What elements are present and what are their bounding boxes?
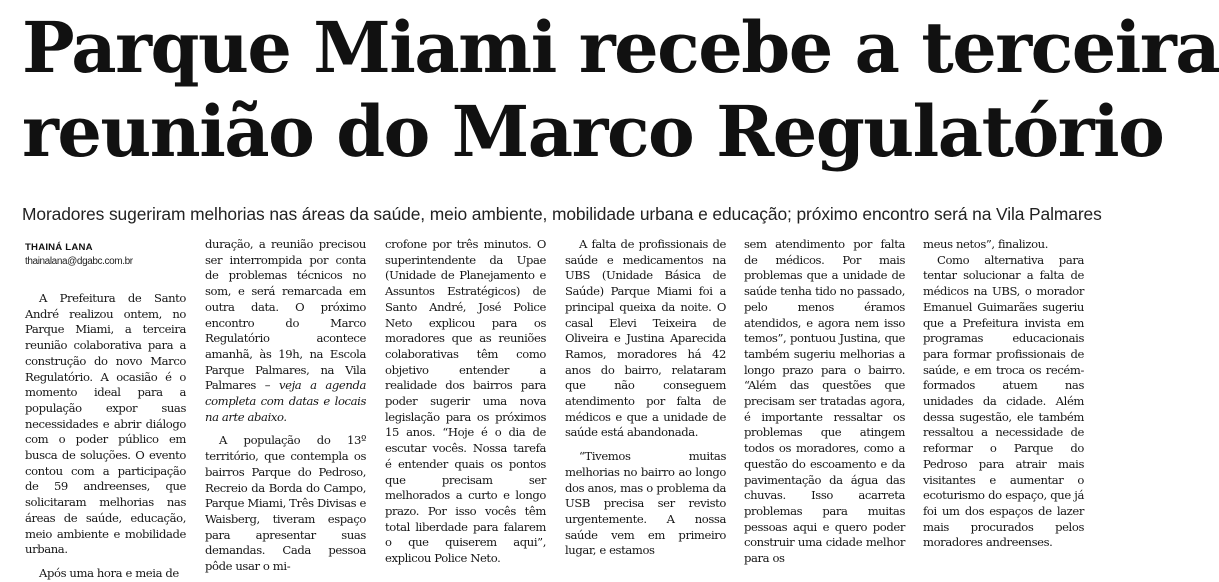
headline-line-2: reunião do Marco Regulatório (22, 90, 1164, 173)
headline-line-1: Parque Miami recebe a terceira (22, 6, 1219, 89)
paragraph: “Tivemos muitas melhorias no bairro ao longo dos anos, mas o problema da USB precisa ser revisto urgentemente. A nossa saúde vem em primeiro lugar, e estamos (565, 449, 726, 558)
paragraph: crofone por três minutos. O superintendente da Upae (Unidade de Planejamento e Assuntos Estratégicos) de Santo André, José Police Neto explicou para os moradores que as reuniões colaborativas têm como objetivo entender a realidade dos bairros para poder sugerir uma nova legislação para os próximos 15 anos. “Hoje é o dia de escutar vocês. Nossa tarefa é entender quais os pontos que precisam ser melhorados a curto e longo prazo. Por isso vocês têm total liberdade para falarem o que quiserem aqui”, explicou Police Neto. (385, 237, 546, 566)
paragraph: A população do 13º território, que contempla os bairros Parque do Pedroso, Recreio da Borda do Campo, Parque Miami, Três Divisas e Waisberg, tiveram espaço para apresentar suas demandas. Cada pessoa pôde usar o mi- (205, 433, 366, 574)
paragraph-text: duração, a reunião precisou ser interrompida por conta de problemas técnicos no som, e será remarcada em outra data. O próximo encontro do Marco Regulatório acontece amanhã, às 19h, na Escola Parque Palmares, na Vila Palmares – (205, 237, 366, 393)
paragraph: sem atendimento por falta de médicos. Por mais problemas que a unidade de saúde tenha tido no passado, pelo menos éramos atendidos, e agora nem isso temos”, pontuou Justina, que também sugeriu melhorias a longo prazo para o bairro. “Além das questões que precisam ser tratadas agora, é importante ressaltar os problemas que atingem todos os moradores, como a questão do escoamento e da pavimentação da água das chuvas. Isso acarreta problemas para muitas pessoas aqui e quero poder construir uma cidade melhor para os (744, 237, 905, 566)
paragraph: A falta de profissionais de saúde e medicamentos na UBS (Unidade Básica de Saúde) Parque Miami foi a principal queixa da noite. O casal Elevi Teixeira de Oliveira e Justina Aparecida Ramos, moradores há 42 anos do bairro, relataram que não conseguem atendimento por falta de médicos e que a unidade de saúde está abandonada. (565, 237, 726, 440)
paragraph: Após uma hora e meia de (39, 565, 179, 580)
text-column-5 (744, 237, 905, 566)
paragraph: Como alternativa para tentar solucionar a falta de médicos na UBS, o morador Emanuel Guimarães sugeriu que a Prefeitura invista em programas educacionais para formar profissionais de saúde, e em troca os recém-formados atuem nas unidades da cidade. Além dessa sugestão, ele também ressaltou a necessidade de reformar o Parque do Pedroso para atrair mais visitantes e aumentar o ecoturismo do espaço, que já foi um dos espaços de lazer mais procurados pelos moradores andreenses. (923, 252, 1084, 550)
agenda-note: veja a agenda completa com datas e locais na arte abaixo. (205, 378, 366, 424)
text-column-3 (385, 237, 546, 566)
author-email: thainalana@dgabc.com.br (25, 256, 133, 267)
text-column-2 (205, 237, 366, 574)
article-headline (22, 6, 1219, 174)
text-column-6 (923, 237, 1084, 549)
text-column-4 (565, 237, 726, 558)
paragraph: meus netos”, finalizou. (923, 237, 1049, 251)
article-subtitle: Moradores sugeriram melhorias nas áreas da saúde, meio ambiente, mobilidade urbana e educação; próximo encontro será na Vila Palmares (22, 204, 1102, 224)
author-name: THAINÁ LANA (25, 242, 93, 253)
text-column-1 (25, 237, 186, 580)
paragraph (205, 237, 366, 425)
paragraph: A Prefeitura de Santo André realizou ontem, no Parque Miami, a terceira reunião colaborativa para a construção do novo Marco Regulatório. A ocasião é o momento ideal para a população expor suas necessidades e abrir diálogo com o poder público em busca de soluções. O evento contou com a participação de 59 andreenses, que solicitaram melhorias nas áreas de saúde, educação, meio ambiente e mobilidade urbana. (25, 291, 186, 557)
